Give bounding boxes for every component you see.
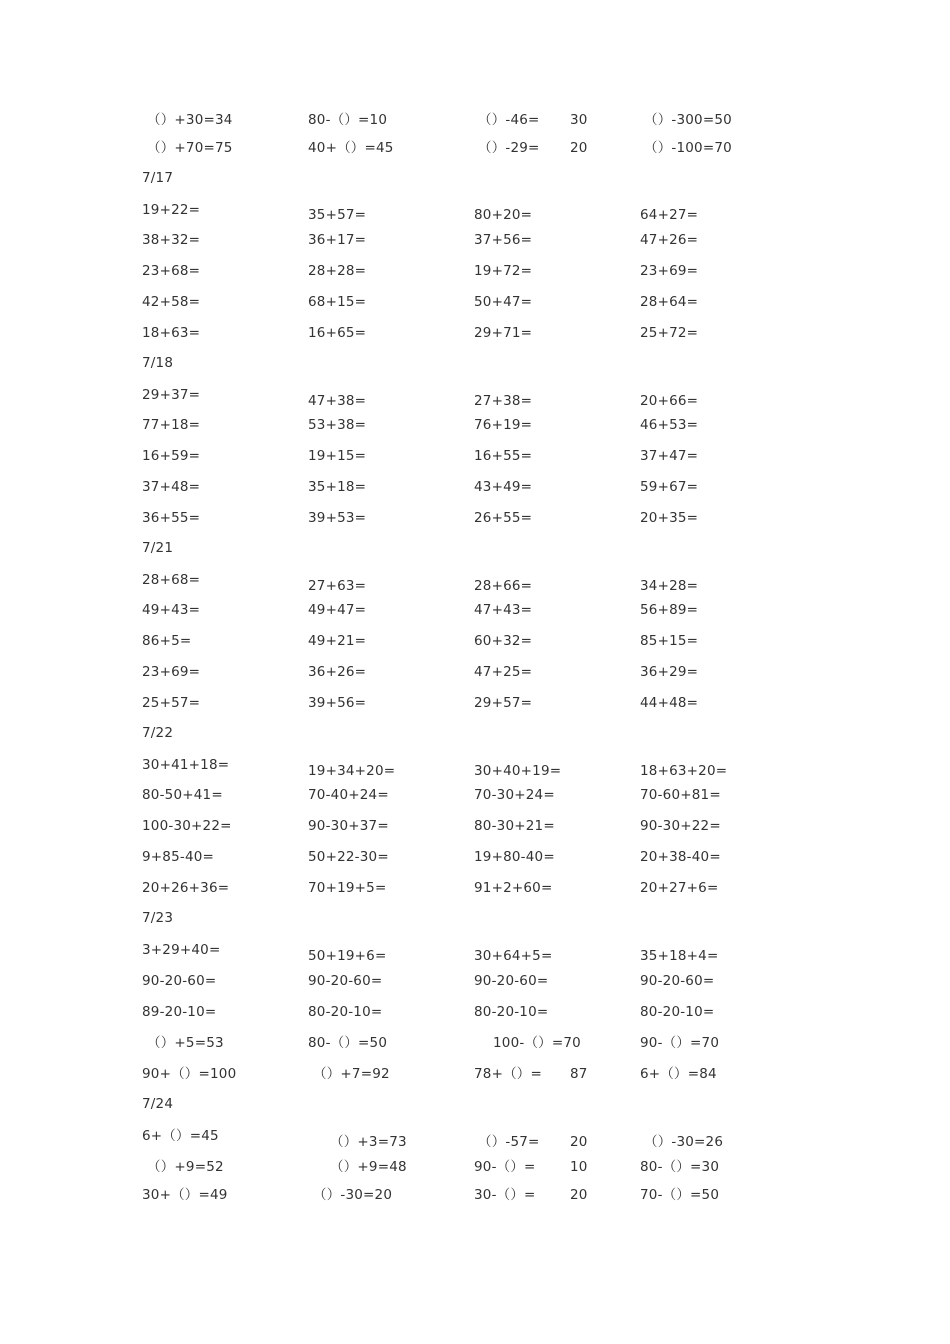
problem: 36+26= [308, 664, 367, 680]
problem: 50+22-30= [308, 849, 389, 865]
problem: 27+38= [474, 393, 533, 409]
problem: 47+43= [474, 602, 533, 618]
problem: 80-（）=10 [308, 112, 388, 128]
problem: 16+59= [142, 448, 201, 464]
problem: 80-30+21= [474, 818, 555, 834]
problem: 90-30+22= [640, 818, 721, 834]
date-heading: 7/24 [142, 1096, 174, 1112]
problem: 78+（）= [474, 1066, 543, 1082]
problem: 28+66= [474, 578, 533, 594]
problem: 20+35= [640, 510, 699, 526]
problem: 19+22= [142, 202, 201, 218]
problem: 37+56= [474, 232, 533, 248]
problem: 28+64= [640, 294, 699, 310]
date-heading: 7/22 [142, 725, 174, 741]
problem: 53+38= [308, 417, 367, 433]
problem: 19+34+20= [308, 763, 396, 779]
problem: 30+（）=49 [142, 1187, 228, 1203]
problem: 25+72= [640, 325, 699, 341]
problem: 30+41+18= [142, 757, 230, 773]
problem: 90-20-60= [142, 973, 217, 989]
problem: 90-20-60= [308, 973, 383, 989]
problem: 38+32= [142, 232, 201, 248]
answer-value: 87 [570, 1066, 588, 1082]
problem: 23+69= [142, 664, 201, 680]
problem: 27+63= [308, 578, 367, 594]
problem: 77+18= [142, 417, 201, 433]
problem: 50+47= [474, 294, 533, 310]
problem: 80-（）=50 [308, 1035, 388, 1051]
problem: 68+15= [308, 294, 367, 310]
answer-value: 10 [570, 1159, 588, 1175]
problem: （）-46= [478, 112, 540, 128]
date-heading: 7/21 [142, 540, 174, 556]
problem: 89-20-10= [142, 1004, 217, 1020]
problem: 43+49= [474, 479, 533, 495]
problem: （）+5=53 [147, 1035, 224, 1051]
problem: 100-（）=70 [493, 1035, 581, 1051]
problem: 47+25= [474, 664, 533, 680]
problem: 23+69= [640, 263, 699, 279]
problem: 16+65= [308, 325, 367, 341]
problem: 26+55= [474, 510, 533, 526]
problem: 18+63+20= [640, 763, 728, 779]
problem: 42+58= [142, 294, 201, 310]
problem: 60+32= [474, 633, 533, 649]
problem: 86+5= [142, 633, 192, 649]
problem: （）+9=48 [330, 1159, 407, 1175]
problem: 20+38-40= [640, 849, 721, 865]
date-heading: 7/18 [142, 355, 174, 371]
problem: 50+19+6= [308, 948, 387, 964]
problem: 23+68= [142, 263, 201, 279]
problem: （）-100=70 [644, 140, 732, 156]
problem: 39+53= [308, 510, 367, 526]
answer-value: 20 [570, 1134, 588, 1150]
problem: 90-30+37= [308, 818, 389, 834]
problem: （）+30=34 [147, 112, 233, 128]
problem: （）-30=20 [313, 1187, 393, 1203]
problem: 90-20-60= [640, 973, 715, 989]
problem: 37+47= [640, 448, 699, 464]
problem: 91+2+60= [474, 880, 553, 896]
answer-value: 20 [570, 1187, 588, 1203]
answer-value: 20 [570, 140, 588, 156]
problem: 3+29+40= [142, 942, 221, 958]
problem: 29+37= [142, 387, 201, 403]
problem: 16+55= [474, 448, 533, 464]
problem: 30+40+19= [474, 763, 562, 779]
problem: 18+63= [142, 325, 201, 341]
problem: （）-57= [478, 1134, 540, 1150]
problem: 40+（）=45 [308, 140, 394, 156]
problem: 37+48= [142, 479, 201, 495]
problem: 70-60+81= [640, 787, 721, 803]
problem: 35+18= [308, 479, 367, 495]
problem: （）+3=73 [330, 1134, 407, 1150]
problem: 36+17= [308, 232, 367, 248]
problem: 36+55= [142, 510, 201, 526]
problem: 90+（）=100 [142, 1066, 237, 1082]
problem: 19+80-40= [474, 849, 555, 865]
problem: 80-20-10= [308, 1004, 383, 1020]
problem: 36+29= [640, 664, 699, 680]
problem: 80-50+41= [142, 787, 223, 803]
problem: 49+21= [308, 633, 367, 649]
problem: 6+（）=84 [640, 1066, 717, 1082]
problem: 80-20-10= [474, 1004, 549, 1020]
problem: （）-30=26 [644, 1134, 724, 1150]
problem: 59+67= [640, 479, 699, 495]
problem: 85+15= [640, 633, 699, 649]
problem: 39+56= [308, 695, 367, 711]
problem: 64+27= [640, 207, 699, 223]
problem: 80+20= [474, 207, 533, 223]
problem: 20+27+6= [640, 880, 719, 896]
problem: 20+66= [640, 393, 699, 409]
problem: 34+28= [640, 578, 699, 594]
date-heading: 7/17 [142, 170, 174, 186]
problem: 35+18+4= [640, 948, 719, 964]
problem: 90-（）=70 [640, 1035, 720, 1051]
problem: 70-30+24= [474, 787, 555, 803]
problem: （）+9=52 [147, 1159, 224, 1175]
problem: 49+43= [142, 602, 201, 618]
problem: 28+68= [142, 572, 201, 588]
problem: 9+85-40= [142, 849, 215, 865]
problem: 28+28= [308, 263, 367, 279]
problem: 44+48= [640, 695, 699, 711]
problem: 80-（）=30 [640, 1159, 720, 1175]
problem: 6+（）=45 [142, 1128, 219, 1144]
problem: （）-300=50 [644, 112, 732, 128]
problem: 46+53= [640, 417, 699, 433]
problem: （）-29= [478, 140, 540, 156]
problem: 70-（）=50 [640, 1187, 720, 1203]
problem: 29+57= [474, 695, 533, 711]
problem: 90-（）= [474, 1159, 536, 1175]
problem: 25+57= [142, 695, 201, 711]
problem: 30-（）= [474, 1187, 536, 1203]
problem: 19+15= [308, 448, 367, 464]
date-heading: 7/23 [142, 910, 174, 926]
problem: 76+19= [474, 417, 533, 433]
problem: 90-20-60= [474, 973, 549, 989]
problem: 56+89= [640, 602, 699, 618]
answer-value: 30 [570, 112, 588, 128]
problem: 100-30+22= [142, 818, 232, 834]
problem: （）+70=75 [147, 140, 233, 156]
problem: （）+7=92 [313, 1066, 390, 1082]
problem: 35+57= [308, 207, 367, 223]
problem: 47+26= [640, 232, 699, 248]
problem: 47+38= [308, 393, 367, 409]
problem: 19+72= [474, 263, 533, 279]
problem: 49+47= [308, 602, 367, 618]
problem: 70-40+24= [308, 787, 389, 803]
problem: 70+19+5= [308, 880, 387, 896]
problem: 20+26+36= [142, 880, 230, 896]
problem: 29+71= [474, 325, 533, 341]
problem: 80-20-10= [640, 1004, 715, 1020]
problem: 30+64+5= [474, 948, 553, 964]
